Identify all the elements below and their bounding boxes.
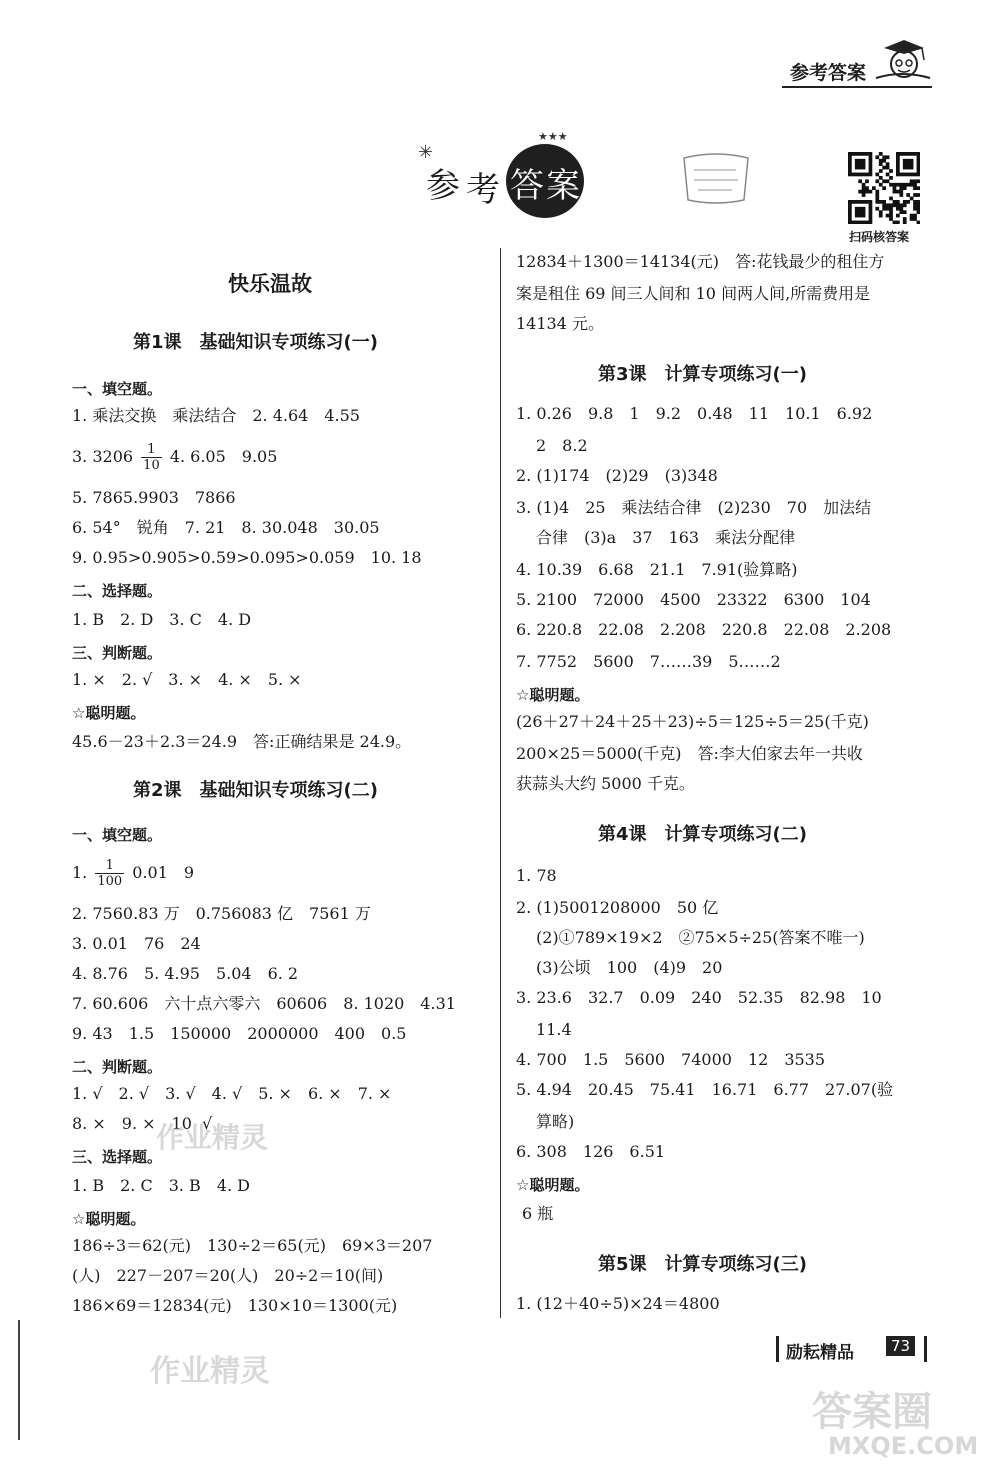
stamp-seal [676, 150, 756, 206]
lesson-1-choice-heading: 二、选择题。 [72, 582, 163, 600]
lesson-2-answer-2: 2. 7560.83 万 0.756083 亿 7561 万 [72, 904, 371, 923]
lesson-4-title: 第4课 计算专项练习(二) [598, 824, 807, 845]
lesson-2-smart-heading: ☆聪明题。 [72, 1210, 146, 1228]
logo-char-1: 参 [426, 166, 460, 206]
lesson-2-answer-1 [72, 856, 194, 890]
lesson-2-choice-answers: 1. B 2. C 3. B 4. D [72, 1176, 250, 1195]
lesson-1-fill-blank-heading: 一、填空题。 [72, 380, 163, 398]
lesson-1-title: 第1课 基础知识专项练习(一) [133, 332, 378, 353]
lesson-3-answer-3: 3. (1)4 25 乘法结合律 (2)230 70 加法结 [516, 498, 872, 517]
page-number: 73 [886, 1336, 915, 1356]
lesson-3-answer-7: 7. 7752 5600 7……39 5……2 [516, 652, 781, 671]
lesson-1-answer-3-tail: 4. 6.05 9.05 [169, 447, 278, 466]
fraction [141, 442, 162, 473]
section-title: 快乐温故 [228, 272, 312, 296]
lesson-2-answer-1-lead: 1. [72, 863, 88, 882]
lesson-5-answer-1: 1. (12＋40÷5)×24＝4800 [516, 1294, 720, 1313]
lesson-1-choice-answers: 1. B 2. D 3. C 4. D [72, 610, 252, 629]
lesson-3-answer-5: 5. 2100 72000 4500 23322 6300 104 [516, 590, 871, 609]
carryover-line-3: 14134 元。 [516, 314, 604, 333]
lesson-1-answer-3 [72, 440, 277, 474]
lesson-4-answer-3: 3. 23.6 32.7 0.09 240 52.35 82.98 10 [516, 988, 882, 1007]
lesson-5-title: 第5课 计算专项练习(三) [598, 1254, 807, 1275]
lesson-1-judge-heading: 三、判断题。 [72, 644, 163, 662]
fraction-denominator: 10 [143, 458, 160, 473]
lesson-3-answer-6: 6. 220.8 22.08 2.208 220.8 22.08 2.208 [516, 620, 892, 639]
lesson-2-fill-blank-heading: 一、填空题。 [72, 826, 163, 844]
lesson-2-smart-line-3: 186×69＝12834(元) 130×10＝1300(元) [72, 1296, 398, 1315]
fraction-denominator: 100 [97, 874, 123, 889]
lesson-4-smart-answer: 6 瓶 [522, 1204, 554, 1223]
lesson-2-judge-answers-2: 8. × 9. × 10. √ [72, 1114, 213, 1133]
lesson-1-answer-6: 6. 54° 锐角 7. 21 8. 30.048 30.05 [72, 518, 380, 537]
watermark-2: 作业精灵 [150, 1354, 270, 1389]
logo-char-3: 答 [510, 166, 544, 206]
stars-icon: ★★★ [538, 130, 568, 143]
lesson-2-smart-line-2: (人) 227－207＝20(人) 20÷2＝10(间) [72, 1266, 384, 1285]
lesson-2-answer-1-tail: 0.01 9 [132, 863, 195, 882]
lesson-4-answer-6: 6. 308 126 6.51 [516, 1142, 666, 1161]
header-rule [782, 86, 932, 88]
scan-edge-line [18, 1320, 20, 1440]
lesson-3-answer-4: 4. 10.39 6.68 21.1 7.91(验算略) [516, 560, 798, 579]
lesson-1-smart-answer: 45.6－23＋2.3＝24.9 答:正确结果是 24.9。 [72, 732, 412, 751]
logo-char-2: 考 [466, 170, 500, 210]
lesson-3-smart-line-2: 200×25＝5000(千克) 答:李大伯家去年一共收 [516, 744, 863, 763]
fraction [95, 858, 124, 889]
lesson-1-answer-9: 9. 0.95>0.905>0.59>0.095>0.059 10. 18 [72, 548, 422, 567]
sparkle-icon: ✳ [418, 142, 434, 163]
lesson-2-judge-answers: 1. √ 2. √ 3. √ 4. √ 5. × 6. × 7. × [72, 1084, 392, 1103]
watermark-1: 作业精灵 [156, 1121, 269, 1154]
lesson-3-answer-3-cont: 合律 (3)a 37 163 乘法分配律 [536, 528, 796, 547]
lesson-4-answer-2-b: (2)①789×19×2 ②75×5÷25(答案不唯一) [536, 928, 865, 947]
lesson-4-answer-5-cont: 算略) [536, 1112, 575, 1131]
lesson-4-smart-heading: ☆聪明题。 [516, 1176, 590, 1194]
lesson-1-smart-heading: ☆聪明题。 [72, 704, 146, 722]
lesson-2-judge-heading: 二、判断题。 [72, 1058, 163, 1076]
lesson-3-smart-heading: ☆聪明题。 [516, 686, 590, 704]
answer-logo [418, 130, 608, 216]
lesson-1-answer-1: 1. 乘法交换 乘法结合 2. 4.64 4.55 [72, 406, 360, 425]
lesson-2-smart-line-1: 186÷3＝62(元) 130÷2＝65(元) 69×3＝207 [72, 1236, 433, 1255]
watermark-3: 答案圈 [812, 1389, 932, 1435]
fraction-numerator: 1 [141, 442, 162, 458]
qr-code[interactable] [848, 152, 920, 224]
lesson-4-answer-3-cont: 11.4 [536, 1020, 572, 1039]
lesson-3-answer-1-cont: 2 8.2 [536, 436, 588, 455]
student-mascot-icon [872, 38, 932, 82]
lesson-2-title: 第2课 基础知识专项练习(二) [133, 780, 378, 801]
lesson-3-smart-line-1: (26＋27＋24＋25＋23)÷5＝125÷5＝25(千克) [516, 712, 869, 731]
footer-bar-right [924, 1336, 927, 1362]
lesson-3-answer-2: 2. (1)174 (2)29 (3)348 [516, 466, 718, 485]
lesson-2-choice-heading: 三、选择题。 [72, 1148, 163, 1166]
header-title: 参考答案 [790, 62, 867, 84]
lesson-1-answer-3-lead: 3. 3206 [72, 447, 134, 466]
lesson-4-answer-1: 1. 78 [516, 866, 557, 885]
lesson-3-title: 第3课 计算专项练习(一) [598, 364, 807, 385]
lesson-4-answer-4: 4. 700 1.5 5600 74000 12 3535 [516, 1050, 826, 1069]
lesson-1-answer-5: 5. 7865.9903 7866 [72, 488, 236, 507]
lesson-1-judge-answers: 1. × 2. √ 3. × 4. × 5. × [72, 670, 302, 689]
logo-char-4: 案 [546, 166, 580, 206]
footer-brand: 励耘精品 [786, 1343, 854, 1363]
column-divider [500, 248, 501, 1318]
qr-caption: 扫码核答案 [849, 230, 910, 244]
lesson-2-answer-7: 7. 60.606 六十点六零六 60606 8. 1020 4.31 [72, 994, 456, 1013]
carryover-line-1: 12834＋1300＝14134(元) 答:花钱最少的租住方 [516, 252, 885, 271]
lesson-2-answer-4: 4. 8.76 5. 4.95 5.04 6. 2 [72, 964, 299, 983]
lesson-4-answer-2-c: (3)公顷 100 (4)9 20 [536, 958, 723, 977]
lesson-2-answer-9: 9. 43 1.5 150000 2000000 400 0.5 [72, 1024, 407, 1043]
lesson-4-answer-2: 2. (1)5001208000 50 亿 [516, 898, 719, 917]
lesson-4-answer-5: 5. 4.94 20.45 75.41 16.71 6.77 27.07(验 [516, 1080, 894, 1099]
footer-bar-left [776, 1336, 779, 1362]
lesson-3-answer-1: 1. 0.26 9.8 1 9.2 0.48 11 10.1 6.92 [516, 404, 873, 423]
lesson-2-answer-3: 3. 0.01 76 24 [72, 934, 201, 953]
watermark-4: MXQE.COM [828, 1432, 979, 1460]
fraction-numerator: 1 [95, 858, 124, 874]
carryover-line-2: 案是租住 69 间三人间和 10 间两人间,所需费用是 [516, 284, 871, 303]
lesson-3-smart-line-3: 获蒜头大约 5000 千克。 [516, 774, 695, 793]
